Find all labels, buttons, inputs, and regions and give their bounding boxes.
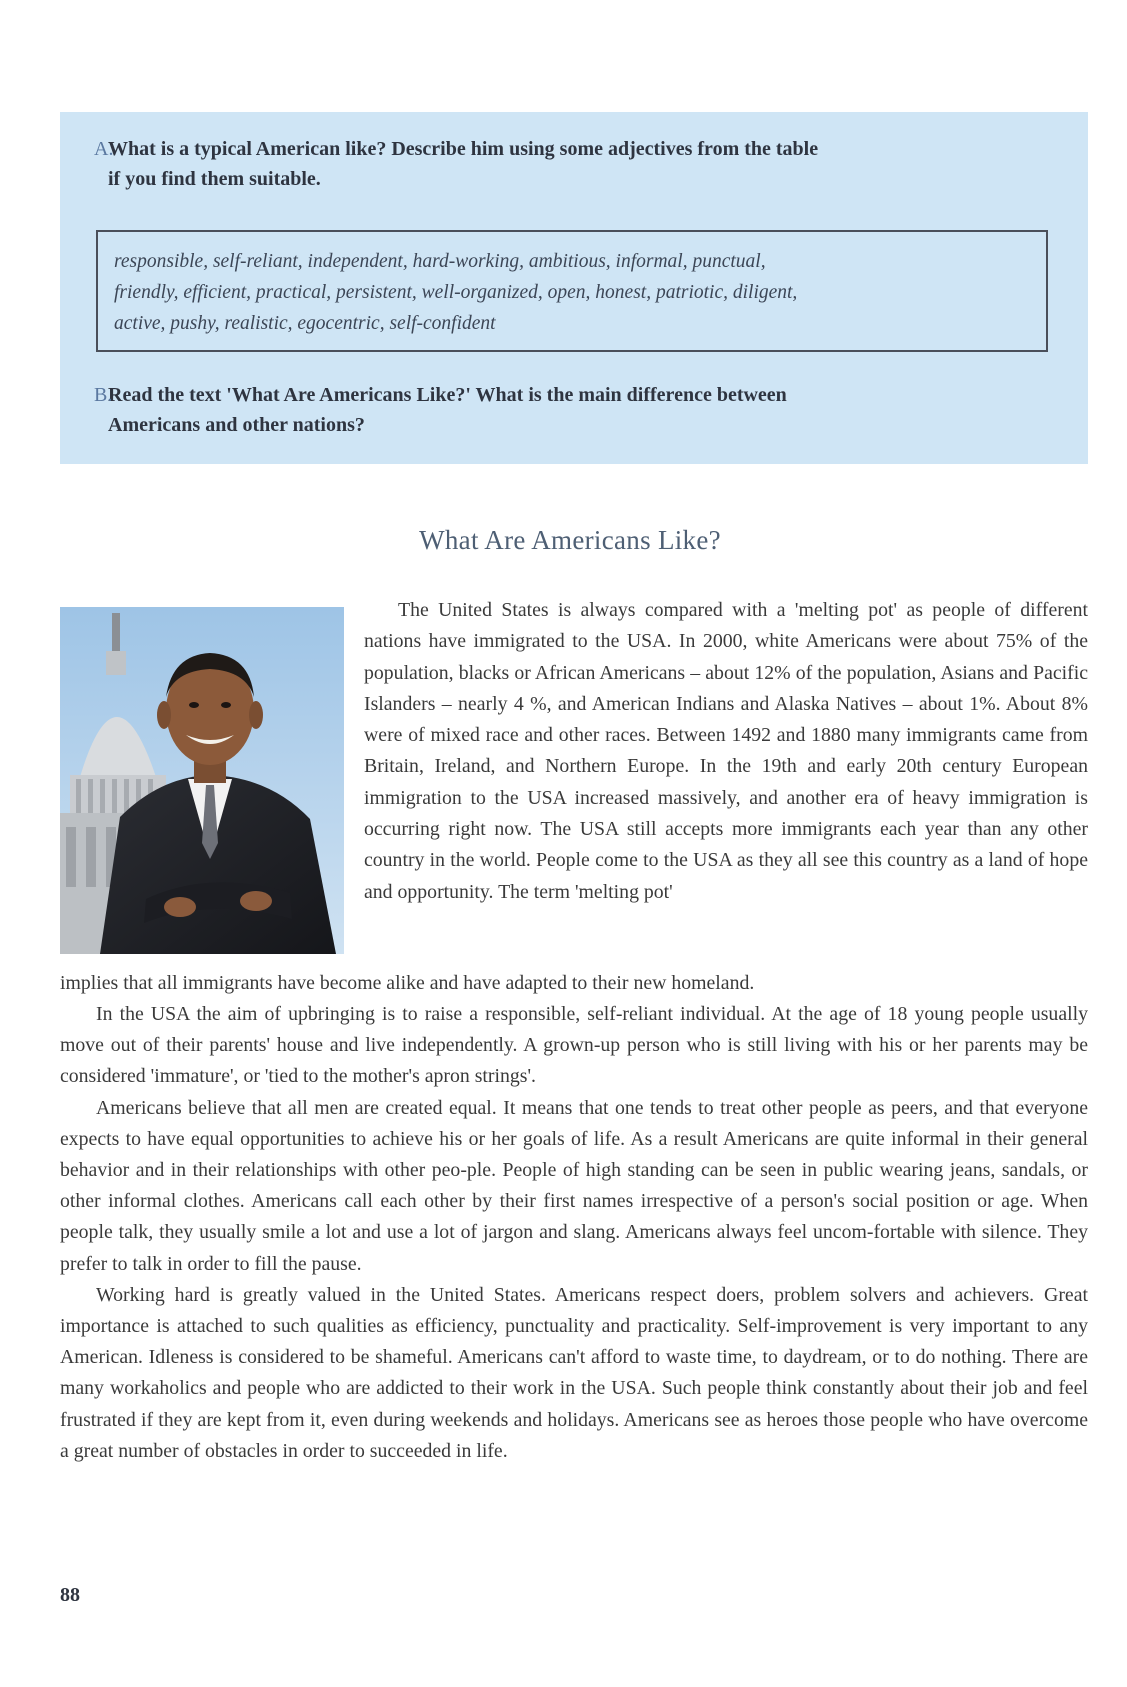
word-box-line1: responsible, self-reliant, independent, hard-working, ambitious, informal, punctual,: [114, 251, 766, 272]
task-a-letter: A.: [94, 138, 114, 160]
article-paragraph-1: The United States is always compared with a 'melting pot' as people of different nations have immigrated to the USA. In 2000, white Americans were about 75% of the population, blacks or African Americans – about 12% of the population, Asians and Pacific Islanders – nearly 4 %, and American Indians and Alaska Natives – about 1%. About 8% were of mixed race and other races. Between 1492 and 1880 many immigrants came from Britain, Ireland, and Northern Europe. In the 19th and early 20th century European immigration to the USA increased massively, and another era of heavy immigration is occurring right now. The USA still accepts more immigrants each year than any other country in the world. People come to the USA as they all see this country as a land of hope and opportunity. The term 'melting pot': [364, 599, 1088, 903]
page-number: 88: [60, 1584, 80, 1606]
word-box-line3: active, pushy, realistic, egocentric, self-confident: [114, 313, 496, 334]
article-paragraph-3: Americans believe that all men are created equal. It means that one tends to treat other people as peers, and that everyone expects to have equal opportunities to achieve his or her goals of life. As a result Americans are quite informal in their general behavior and in their relationships with other peo-ple. People of high standing can be seen in public wearing jeans, sandals, or other informal clothes. Americans call each other by their first names irrespective of a person's social position or age. When people talk, they usually smile a lot and use a lot of jargon and slang. Americans always feel uncom-fortable with silence. They prefer to talk in order to fill the pause.: [60, 1096, 1088, 1275]
task-a-line2: if you find them suitable.: [108, 168, 321, 190]
adjective-word-box: [96, 230, 1048, 352]
article-paragraph-2: In the USA the aim of upbringing is to raise a responsible, self-reliant individual. At the age of 18 young people usually move out of their parents' house and live independently. A grown-up person who is still living with his or her parents may be considered 'immature', or 'tied to the mother's apron strings'.: [60, 1003, 1088, 1088]
article-title: What Are Americans Like?: [419, 525, 721, 555]
article-body: [60, 999, 1088, 1467]
task-b-line1: Read the text 'What Are Americans Like?' What is the main difference between: [108, 384, 787, 406]
task-b-line2: Americans and other nations?: [108, 414, 365, 436]
article-paragraph-1-tail: implies that all immigrants have become alike and have adapted to their new homeland.: [60, 972, 755, 994]
task-b: [70, 380, 970, 440]
task-b-letter: B.: [94, 384, 113, 406]
portrait-photo: [60, 607, 344, 954]
article-paragraph-4: Working hard is greatly valued in the United States. Americans respect doers, problem solvers and achievers. Great importance is attached to such qualities as efficiency, punctuality and practicality. Self-improvement is very important to any American. Idleness is considered to be shameful. Americans can't afford to waste time, to daydream, or to do nothing. There are many workaholics and people who are addicted to their work in the USA. Such people think constantly about their job and feel frustrated if they are kept from it, even during weekends and holidays. Americans see as heroes those people who have overcome a great number of obstacles in order to succeeded in life.: [60, 1283, 1088, 1462]
portrait-illustration: [60, 607, 344, 954]
task-a: [70, 134, 970, 194]
word-box-line2: friendly, efficient, practical, persistent, well-organized, open, honest, patriotic, diligent,: [114, 282, 798, 303]
task-a-line1: What is a typical American like? Describe him using some adjectives from the table: [108, 138, 819, 160]
